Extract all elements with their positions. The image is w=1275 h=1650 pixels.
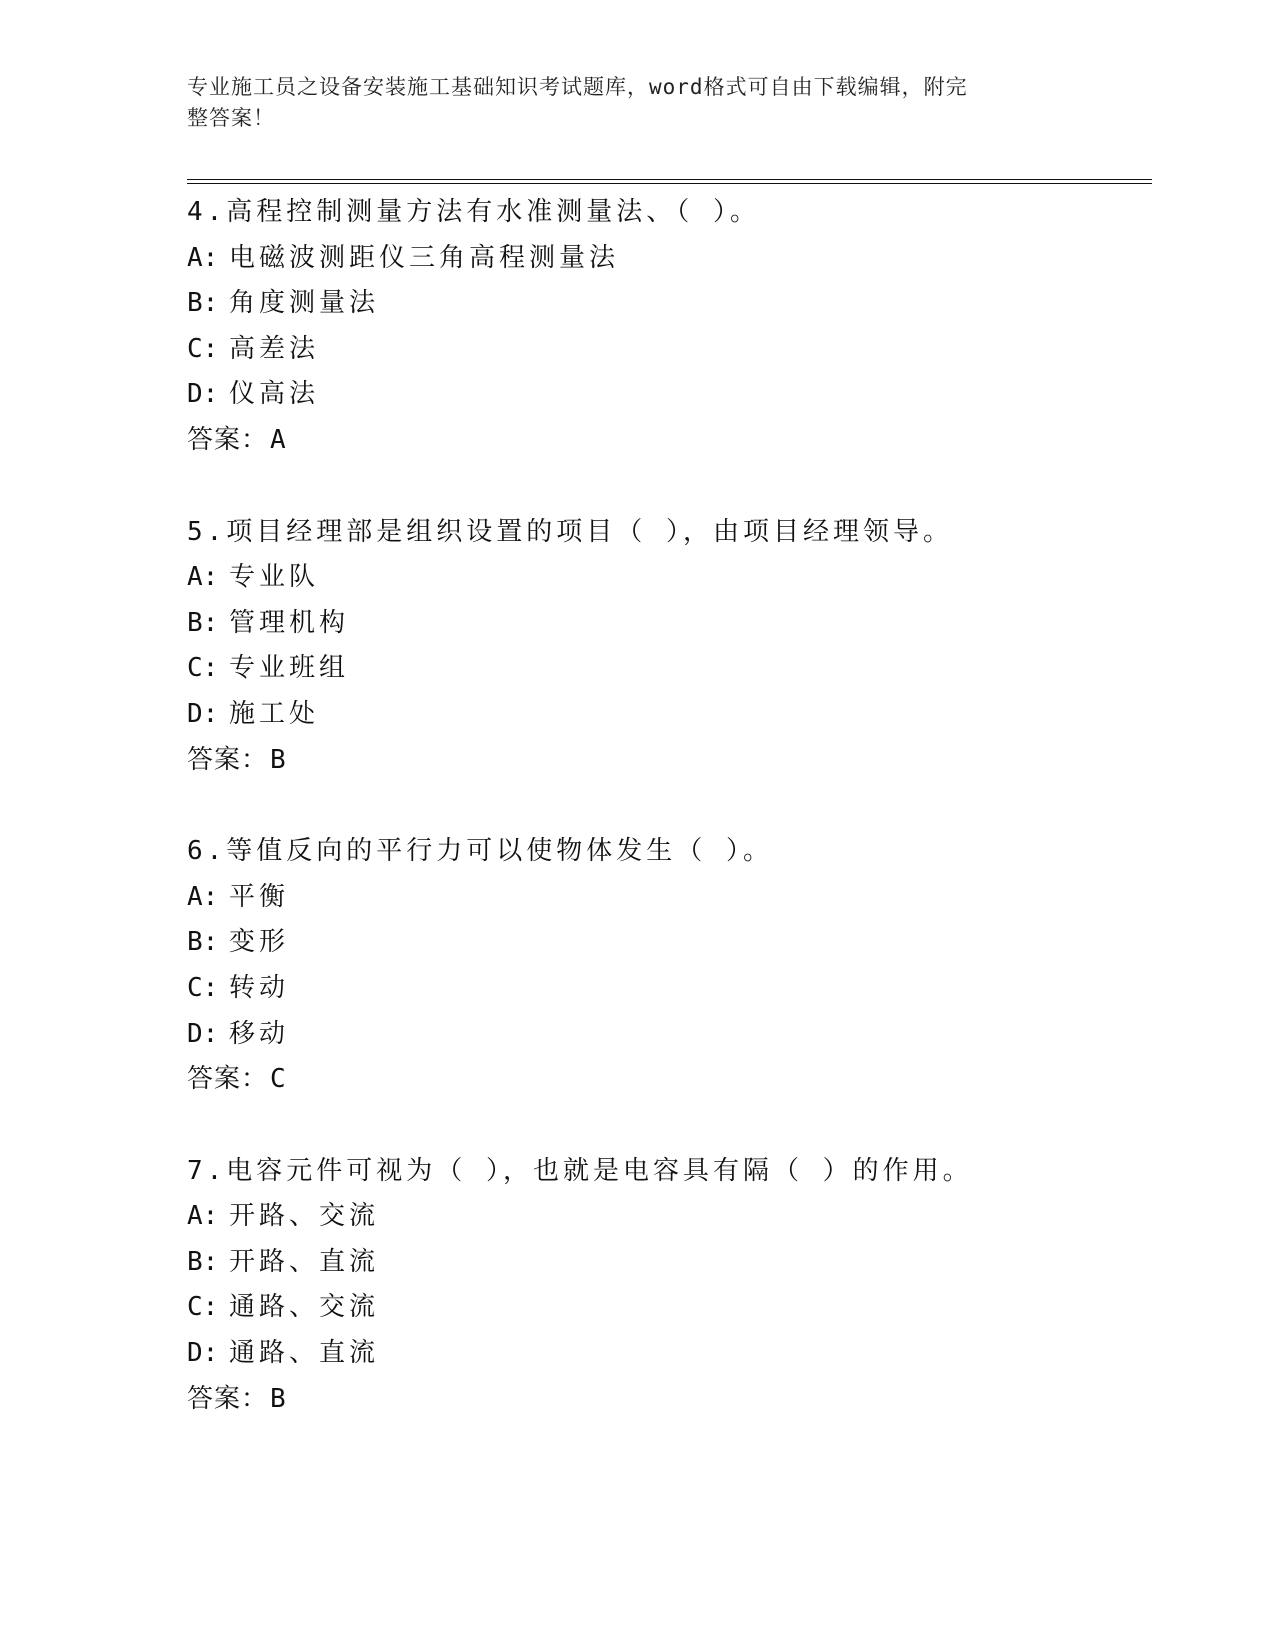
answer-label: 答案： [187, 744, 269, 775]
answer-line [187, 418, 1147, 464]
header-divider-bottom [187, 183, 1152, 184]
question-4 [187, 190, 1147, 464]
question-6 [187, 829, 1147, 1103]
option-text: 转动 [229, 972, 290, 1003]
question-stem: 6.等值反向的平行力可以使物体发生（ ）。 [187, 836, 773, 867]
option-key: D: [187, 1018, 219, 1049]
question-stem: 4.高程控制测量方法有水准测量法、（ ）。 [187, 197, 760, 227]
option-text: 变形 [229, 927, 290, 958]
question-stem: 5.项目经理部是组织设置的项目（ ），由项目经理领导。 [187, 516, 953, 547]
option-key: C: [187, 653, 219, 684]
option-key: B: [187, 288, 219, 319]
answer-value: B [270, 1383, 287, 1414]
option-d [187, 692, 1147, 738]
option-a [187, 1194, 1147, 1240]
option-text: 开路、交流 [229, 1201, 380, 1232]
option-a [187, 236, 1147, 282]
option-text: 通路、直流 [229, 1338, 380, 1369]
option-a [187, 875, 1147, 921]
option-b [187, 601, 1147, 647]
option-text: 开路、直流 [229, 1246, 380, 1277]
option-c [187, 327, 1147, 373]
option-key: A: [187, 1201, 219, 1232]
option-key: C: [187, 333, 219, 364]
question-7 [187, 1149, 1147, 1423]
option-text: 通路、交流 [229, 1292, 380, 1323]
option-text: 移动 [229, 1018, 290, 1049]
option-text: 专业队 [229, 562, 320, 593]
option-key: B: [187, 1246, 219, 1277]
option-d [187, 372, 1147, 418]
answer-label: 答案： [187, 1383, 269, 1414]
option-key: D: [187, 379, 219, 410]
option-key: A: [187, 562, 219, 593]
question-stem: 7.电容元件可视为（ ），也就是电容具有隔（ ）的作用。 [187, 1155, 973, 1186]
option-key: B: [187, 607, 219, 638]
option-d [187, 1331, 1147, 1377]
option-text: 平衡 [229, 881, 290, 912]
option-b [187, 281, 1147, 327]
option-text: 角度测量法 [229, 288, 380, 319]
option-text: 仪高法 [229, 379, 320, 410]
option-b [187, 1240, 1147, 1286]
option-key: B: [187, 927, 219, 958]
header-line-1: 专业施工员之设备安装施工基础知识考试题库，word格式可自由下载编辑，附完 [187, 75, 968, 99]
option-text: 电磁波测距仪三角高程测量法 [229, 242, 620, 273]
question-5 [187, 510, 1147, 784]
option-b [187, 920, 1147, 966]
option-text: 管理机构 [229, 607, 350, 638]
option-key: D: [187, 698, 219, 729]
answer-line [187, 1377, 1147, 1423]
option-c [187, 966, 1147, 1012]
question-list [187, 190, 1147, 1468]
option-c [187, 646, 1147, 692]
document-header [187, 72, 1067, 134]
answer-value: B [270, 744, 287, 775]
option-c [187, 1285, 1147, 1331]
option-d [187, 1012, 1147, 1058]
answer-line [187, 738, 1147, 784]
answer-label: 答案： [187, 424, 269, 455]
answer-label: 答案： [187, 1064, 269, 1095]
option-text: 高差法 [229, 333, 320, 364]
header-line-2: 整答案！ [187, 106, 275, 130]
option-text: 专业班组 [229, 653, 350, 684]
option-key: A: [187, 242, 219, 273]
header-divider-top [187, 179, 1152, 180]
answer-line [187, 1057, 1147, 1103]
option-text: 施工处 [229, 698, 320, 729]
option-key: D: [187, 1338, 219, 1369]
option-a [187, 555, 1147, 601]
option-key: A: [187, 881, 219, 912]
option-key: C: [187, 1292, 219, 1323]
option-key: C: [187, 972, 219, 1003]
answer-value: A [270, 424, 287, 455]
answer-value: C [270, 1064, 287, 1095]
